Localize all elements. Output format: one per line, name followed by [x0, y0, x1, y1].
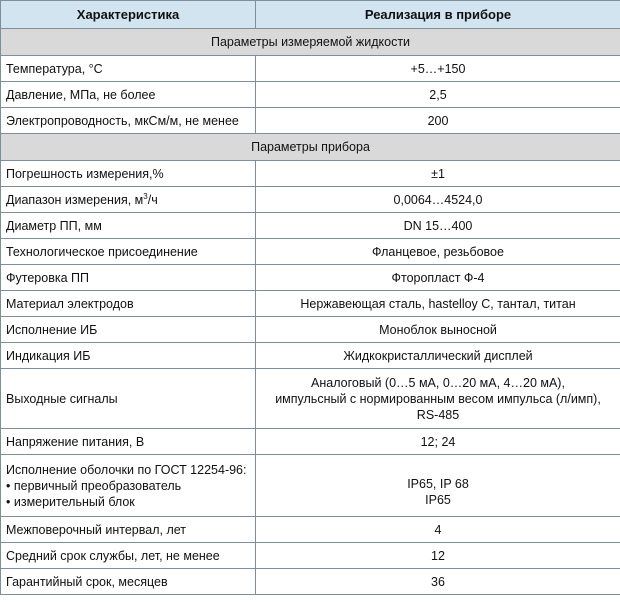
- row-value: 4: [256, 517, 620, 543]
- table-row-calibration: [1, 517, 620, 543]
- row-label: Погрешность измерения,%: [1, 161, 256, 187]
- row-value: Фланцевое, резьбовое: [256, 239, 620, 265]
- table-row-voltage: [1, 429, 620, 455]
- section-row-fluid: [1, 29, 620, 56]
- section-row-device: [1, 134, 620, 161]
- row-label-superscript: 3: [143, 191, 148, 201]
- row-label: Выходные сигналы: [1, 369, 256, 429]
- table-row-connection: [1, 239, 620, 265]
- row-label-main: Диапазон измерения, м: [6, 193, 144, 208]
- table-row-lining: [1, 265, 620, 291]
- row-value: 36: [256, 569, 620, 595]
- table-row-service-life: [1, 543, 620, 569]
- table-header: [1, 1, 620, 29]
- row-value: +5…+150: [256, 56, 620, 82]
- row-value: DN 15…400: [256, 213, 620, 239]
- row-label: Материал электродов: [1, 291, 256, 317]
- row-value: ±1: [256, 161, 620, 187]
- row-value: 2,5: [256, 82, 620, 108]
- row-label-line: Исполнение оболочки по ГОСТ 12254-96:: [6, 462, 247, 477]
- row-label: Гарантийный срок, месяцев: [1, 569, 256, 595]
- row-value: Жидкокристаллический дисплей: [256, 343, 620, 369]
- section-title-device: Параметры прибора: [1, 134, 620, 161]
- header-characteristic: Характеристика: [1, 1, 256, 29]
- row-label: [1, 187, 256, 213]
- row-label: Диаметр ПП, мм: [1, 213, 256, 239]
- table-row-conductivity: [1, 108, 620, 134]
- header-implementation: Реализация в приборе: [256, 1, 620, 29]
- table-row-housing: [1, 455, 620, 517]
- row-value: Моноблок выносной: [256, 317, 620, 343]
- row-value: 200: [256, 108, 620, 134]
- row-value: Нержавеющая сталь, hastelloy C, тантал, титан: [256, 291, 620, 317]
- row-label-tail: /ч: [147, 193, 158, 208]
- table-row-temperature: [1, 56, 620, 82]
- row-value: 0,0064…4524,0: [256, 187, 620, 213]
- row-label: Давление, МПа, не более: [1, 82, 256, 108]
- row-label: Исполнение ИБ: [1, 317, 256, 343]
- row-value-line: импульсный с нормированным весом импульса (л/имп),: [275, 391, 601, 406]
- row-value: [256, 369, 620, 429]
- row-value: [256, 455, 620, 517]
- table-row-outputs: [1, 369, 620, 429]
- row-label-line: • первичный преобразователь: [6, 478, 182, 493]
- row-label: Электропроводность, мкСм/м, не менее: [1, 108, 256, 134]
- row-label: Средний срок службы, лет, не менее: [1, 543, 256, 569]
- row-label: Напряжение питания, В: [1, 429, 256, 455]
- table-row-warranty: [1, 569, 620, 595]
- row-value-line: RS-485: [416, 407, 460, 422]
- row-value-line: Аналоговый (0…5 мА, 0…20 мА, 4…20 мА),: [311, 375, 565, 390]
- row-value: Фторопласт Ф-4: [256, 265, 620, 291]
- table-row-ib-display: [1, 343, 620, 369]
- row-value-line: IP65: [425, 492, 451, 507]
- row-value: 12; 24: [256, 429, 620, 455]
- row-label: Индикация ИБ: [1, 343, 256, 369]
- row-value-line: IP65, IP 68: [407, 476, 469, 491]
- table-row-range: [1, 187, 620, 213]
- row-label: Межповерочный интервал, лет: [1, 517, 256, 543]
- table-row-accuracy: [1, 161, 620, 187]
- table-row-pressure: [1, 82, 620, 108]
- row-label: Футеровка ПП: [1, 265, 256, 291]
- table-row-electrodes: [1, 291, 620, 317]
- row-label: Температура, °С: [1, 56, 256, 82]
- row-label: Технологическое присоединение: [1, 239, 256, 265]
- row-label-line: • измерительный блок: [6, 494, 135, 509]
- section-title-fluid: Параметры измеряемой жидкости: [1, 29, 620, 56]
- table-row-diameter: [1, 213, 620, 239]
- row-label: [1, 455, 256, 517]
- row-value: 12: [256, 543, 620, 569]
- table-row-ib-version: [1, 317, 620, 343]
